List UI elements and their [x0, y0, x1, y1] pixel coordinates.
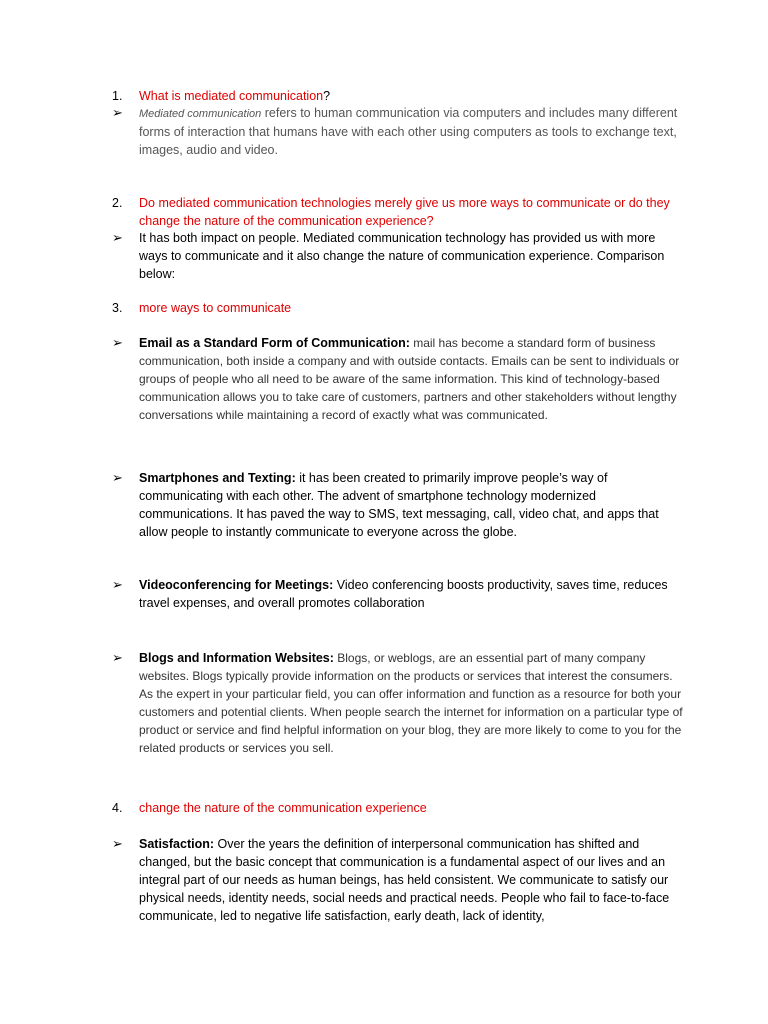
question-1-number: 1.	[112, 89, 123, 103]
list-item-blogs	[112, 649, 684, 757]
arrow-bullet-icon: ➢	[112, 335, 123, 350]
question-2-heading	[112, 194, 684, 230]
arrow-bullet-icon: ➢	[112, 470, 123, 485]
question-1-text: What is mediated communication	[139, 89, 324, 103]
answer-1-lead: Mediated communication	[139, 108, 262, 120]
arrow-bullet-icon: ➢	[112, 836, 123, 851]
arrow-bullet-icon: ➢	[112, 105, 123, 120]
item-label: Videoconferencing for Meetings:	[139, 578, 334, 592]
arrow-bullet-icon: ➢	[112, 230, 123, 245]
item-label: Satisfaction:	[139, 837, 215, 851]
answer-2-text: It has both impact on people. Mediated communication technology has provided us with more ways to communicate and it also change the nature of communication experience. Comparison below:	[139, 231, 665, 281]
section-4-number: 4.	[112, 801, 123, 815]
item-text: Over the years the definition of interpersonal communication has shifted and changed, but the basic concept that communication is a fundamental aspect of our lives and an integral part of our needs as human beings, has held consistent. We communicate to satisfy our physical needs, identity needs, social needs and practical needs. People who fail to face-to-face communicate, led to negative life satisfaction, early death, lack of identity,	[139, 837, 670, 923]
item-label: Blogs and Information Websites:	[139, 651, 334, 665]
list-item-videoconferencing	[112, 576, 684, 612]
section-3-text: more ways to communicate	[139, 301, 292, 315]
arrow-bullet-icon: ➢	[112, 650, 123, 665]
section-3-heading	[112, 299, 684, 317]
item-text: mail has become a standard form of business communication, both inside a company and with outside contacts. Emails can be sent to individuals or groups of people who all need to be aware of the same information. This kind of technology-based communication allows you to take care of customers, partners and other stakeholders without lengthy conversations while maintaining a record of exactly what was communicated.	[139, 336, 680, 422]
section-4-heading	[112, 799, 684, 817]
section-4-text: change the nature of the communication experience	[139, 801, 427, 815]
answer-2	[112, 229, 684, 283]
question-2-text: Do mediated communication technologies merely give us more ways to communicate or do they change the nature of the communication experience?	[139, 196, 670, 228]
item-text: Video conferencing boosts productivity, saves time, reduces travel expenses, and overall promotes collaboration	[139, 578, 668, 610]
list-item-email	[112, 334, 684, 424]
section-3-number: 3.	[112, 301, 123, 315]
list-item-satisfaction	[112, 835, 684, 925]
question-1-mark: ?	[323, 89, 331, 103]
list-item-smartphones	[112, 469, 684, 541]
question-2-number: 2.	[112, 196, 123, 210]
answer-1	[112, 104, 684, 159]
question-1-heading	[112, 87, 684, 105]
item-label: Email as a Standard Form of Communication:	[139, 336, 410, 350]
answer-1-text: refers to human communication via computers and includes many different forms of interaction that humans have with each other using computers as tools to exchange text, images, audio and video.	[139, 106, 678, 157]
item-text: Blogs, or weblogs, are an essential part of many company websites. Blogs typically provide information on the products or services that interest the consumers. As the expert in your particular field, you can offer information and function as a resource for both your customers and potential clients. When people search the internet for information on a particular type of product or service and find helpful information on your blog, they are more likely to come to you for the related products or services you sell.	[139, 651, 683, 755]
item-label: Smartphones and Texting:	[139, 471, 296, 485]
arrow-bullet-icon: ➢	[112, 577, 123, 592]
item-text: it has been created to primarily improve people’s way of communicating with each other. The advent of smartphone technology modernized communications. It has paved the way to SMS, text messaging, call, video chat, and apps that allow people to instantly communicate to everyone across the globe.	[139, 471, 659, 539]
